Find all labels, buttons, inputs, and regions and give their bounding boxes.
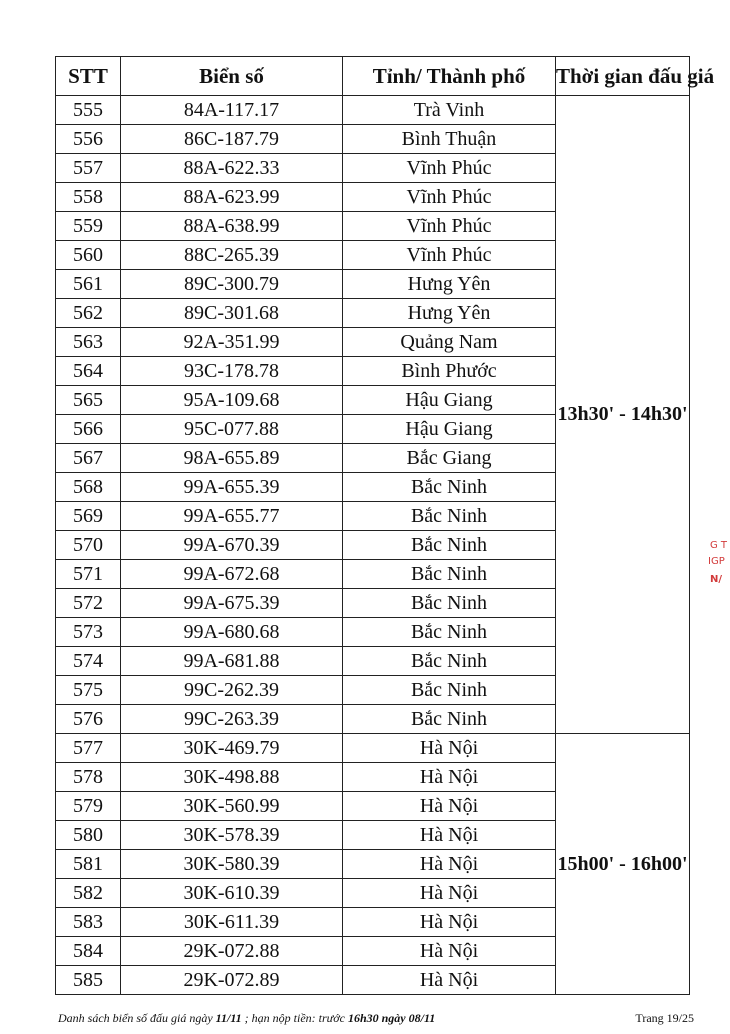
cell-plate-number: 98A-655.89 xyxy=(121,444,343,473)
cell-plate-number: 99A-675.39 xyxy=(121,589,343,618)
stamp-text-1: G T xyxy=(710,540,728,551)
cell-plate-number: 99A-670.39 xyxy=(121,531,343,560)
cell-province: Hậu Giang xyxy=(343,415,556,444)
cell-province: Bắc Ninh xyxy=(343,618,556,647)
cell-plate-number: 29K-072.88 xyxy=(121,937,343,966)
cell-plate-number: 88A-638.99 xyxy=(121,212,343,241)
cell-plate-number: 99C-263.39 xyxy=(121,705,343,734)
cell-stt: 560 xyxy=(56,241,121,270)
cell-province: Bắc Ninh xyxy=(343,531,556,560)
cell-plate-number: 30K-611.39 xyxy=(121,908,343,937)
header-plate-number: Biển số xyxy=(121,57,343,96)
stamp-text-3: N/ xyxy=(710,574,723,585)
cell-stt: 577 xyxy=(56,734,121,763)
table-row xyxy=(56,96,690,125)
cell-plate-number: 95C-077.88 xyxy=(121,415,343,444)
cell-stt: 556 xyxy=(56,125,121,154)
cell-province: Hậu Giang xyxy=(343,386,556,415)
cell-auction-time: 13h30' - 14h30' xyxy=(556,96,690,734)
cell-plate-number: 99A-681.88 xyxy=(121,647,343,676)
cell-plate-number: 99A-655.77 xyxy=(121,502,343,531)
red-stamp-fragment xyxy=(708,500,730,630)
cell-stt: 558 xyxy=(56,183,121,212)
header-province: Tỉnh/ Thành phố xyxy=(343,57,556,96)
cell-plate-number: 89C-301.68 xyxy=(121,299,343,328)
cell-province: Bắc Ninh xyxy=(343,705,556,734)
cell-stt: 557 xyxy=(56,154,121,183)
cell-stt: 569 xyxy=(56,502,121,531)
cell-stt: 575 xyxy=(56,676,121,705)
cell-plate-number: 99A-672.68 xyxy=(121,560,343,589)
cell-province: Quảng Nam xyxy=(343,328,556,357)
cell-province: Hà Nội xyxy=(343,792,556,821)
cell-stt: 562 xyxy=(56,299,121,328)
cell-stt: 565 xyxy=(56,386,121,415)
cell-province: Bắc Ninh xyxy=(343,473,556,502)
cell-province: Bắc Ninh xyxy=(343,502,556,531)
cell-plate-number: 30K-578.39 xyxy=(121,821,343,850)
cell-plate-number: 88C-265.39 xyxy=(121,241,343,270)
cell-stt: 555 xyxy=(56,96,121,125)
cell-stt: 581 xyxy=(56,850,121,879)
cell-plate-number: 93C-178.78 xyxy=(121,357,343,386)
cell-plate-number: 30K-610.39 xyxy=(121,879,343,908)
header-auction-time: Thời gian đấu giá xyxy=(556,57,690,96)
cell-province: Bắc Giang xyxy=(343,444,556,473)
cell-stt: 584 xyxy=(56,937,121,966)
cell-stt: 578 xyxy=(56,763,121,792)
cell-province: Vĩnh Phúc xyxy=(343,183,556,212)
cell-province: Bắc Ninh xyxy=(343,676,556,705)
cell-province: Bình Thuận xyxy=(343,125,556,154)
cell-plate-number: 30K-560.99 xyxy=(121,792,343,821)
cell-province: Hà Nội xyxy=(343,966,556,995)
cell-stt: 566 xyxy=(56,415,121,444)
cell-stt: 563 xyxy=(56,328,121,357)
footer-prefix: Danh sách biển số đấu giá ngày xyxy=(58,1011,216,1025)
cell-plate-number: 29K-072.89 xyxy=(121,966,343,995)
cell-province: Hưng Yên xyxy=(343,299,556,328)
cell-province: Trà Vinh xyxy=(343,96,556,125)
cell-plate-number: 86C-187.79 xyxy=(121,125,343,154)
cell-stt: 567 xyxy=(56,444,121,473)
cell-stt: 580 xyxy=(56,821,121,850)
footer-date: 11/11 xyxy=(215,1011,242,1025)
cell-stt: 574 xyxy=(56,647,121,676)
cell-plate-number: 88A-623.99 xyxy=(121,183,343,212)
cell-province: Vĩnh Phúc xyxy=(343,154,556,183)
table-row xyxy=(56,734,690,763)
cell-stt: 559 xyxy=(56,212,121,241)
cell-province: Hà Nội xyxy=(343,908,556,937)
cell-plate-number: 30K-498.88 xyxy=(121,763,343,792)
cell-province: Vĩnh Phúc xyxy=(343,241,556,270)
cell-plate-number: 99C-262.39 xyxy=(121,676,343,705)
cell-plate-number: 99A-655.39 xyxy=(121,473,343,502)
cell-province: Hà Nội xyxy=(343,879,556,908)
cell-province: Hà Nội xyxy=(343,734,556,763)
cell-stt: 561 xyxy=(56,270,121,299)
cell-province: Vĩnh Phúc xyxy=(343,212,556,241)
cell-stt: 585 xyxy=(56,966,121,995)
cell-stt: 579 xyxy=(56,792,121,821)
cell-stt: 583 xyxy=(56,908,121,937)
cell-stt: 570 xyxy=(56,531,121,560)
cell-plate-number: 89C-300.79 xyxy=(121,270,343,299)
cell-plate-number: 92A-351.99 xyxy=(121,328,343,357)
cell-plate-number: 30K-580.39 xyxy=(121,850,343,879)
footer-deadline: 16h30 ngày 08/11 xyxy=(347,1011,436,1025)
cell-province: Hà Nội xyxy=(343,850,556,879)
auction-plate-table xyxy=(55,56,715,995)
cell-province: Bắc Ninh xyxy=(343,647,556,676)
cell-auction-time: 15h00' - 16h00' xyxy=(556,734,690,995)
cell-plate-number: 88A-622.33 xyxy=(121,154,343,183)
cell-stt: 572 xyxy=(56,589,121,618)
cell-stt: 582 xyxy=(56,879,121,908)
footer-note xyxy=(58,1011,698,1026)
cell-plate-number: 95A-109.68 xyxy=(121,386,343,415)
cell-province: Hà Nội xyxy=(343,821,556,850)
cell-stt: 576 xyxy=(56,705,121,734)
cell-stt: 571 xyxy=(56,560,121,589)
footer-middle: ; hạn nộp tiền: trước xyxy=(241,1011,348,1025)
stamp-text-2: IGP xyxy=(708,556,725,567)
table-header-row xyxy=(56,57,690,96)
cell-stt: 564 xyxy=(56,357,121,386)
header-stt: STT xyxy=(56,57,121,96)
cell-province: Hưng Yên xyxy=(343,270,556,299)
cell-province: Hà Nội xyxy=(343,763,556,792)
cell-province: Hà Nội xyxy=(343,937,556,966)
cell-stt: 568 xyxy=(56,473,121,502)
table-body xyxy=(56,96,690,995)
cell-plate-number: 30K-469.79 xyxy=(121,734,343,763)
cell-province: Bắc Ninh xyxy=(343,560,556,589)
cell-province: Bình Phước xyxy=(343,357,556,386)
cell-province: Bắc Ninh xyxy=(343,589,556,618)
cell-plate-number: 84A-117.17 xyxy=(121,96,343,125)
page-number: Trang 19/25 xyxy=(635,1011,694,1025)
cell-stt: 573 xyxy=(56,618,121,647)
cell-plate-number: 99A-680.68 xyxy=(121,618,343,647)
